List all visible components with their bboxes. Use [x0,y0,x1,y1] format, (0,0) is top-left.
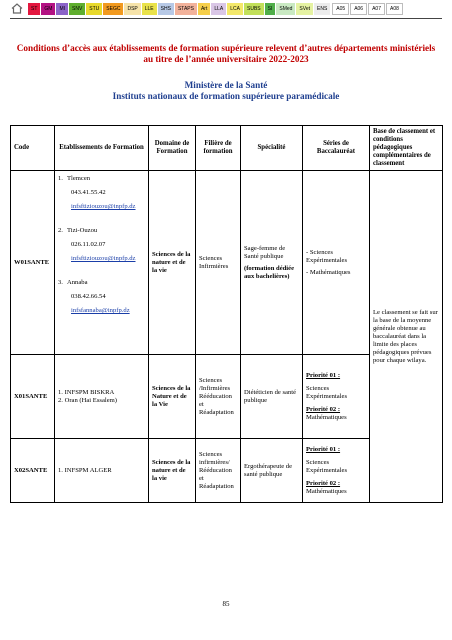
specialty-note: (formation dédiée aux bachelières) [244,264,294,280]
inst-phone: 038.42.66.54 [71,293,106,300]
nav-tab-ens[interactable]: ENS [314,3,331,15]
nav-tab-dsp[interactable]: DSP [124,3,141,15]
inst-email-link[interactable]: infsftiziouzou@inpfp.dz [71,255,136,262]
institutes-heading: Instituts nationaux de formation supérieure paramédicale [112,91,340,101]
row-establishments [55,171,149,355]
col-header-specialty: Spécialité [241,126,303,171]
row-domain: Sciences de la Nature et de la Vie [149,355,196,439]
inst-name: 2. Oran (Hai Essalem) [58,396,117,404]
priority-1-value: Sciences Expérimentales [306,384,348,400]
priority-2-value: Mathématiques [306,487,347,495]
nav-tab-gm[interactable]: GM [41,3,56,15]
col-header-ranking: Base de classement et conditions pédagogiques complémentaires de classement [370,126,443,171]
inst-phone: 026.11.02.07 [71,241,106,248]
inst-email-link[interactable]: infsfannaba@inpfp.dz [71,307,130,314]
col-header-track: Filière de formation [196,126,241,171]
page-number: 85 [222,600,230,608]
header-divider [10,18,442,19]
ministry-heading: Ministère de la Santé [184,80,268,90]
nav-tab-a07[interactable]: A07 [368,3,385,15]
col-header-domain: Domaine de Formation [149,126,196,171]
nav-tab-a06[interactable]: A06 [350,3,367,15]
nav-tab-snv[interactable]: SNV [69,3,86,15]
row-specialty: Ergothérapeute de santé publique [241,439,303,503]
row-track: Sciences infirmières/ Rééducation et Réadaptation [196,439,241,503]
priority-1-label: Priorité 01 : [306,371,341,379]
nav-tab-lle[interactable]: LLE [142,3,158,15]
specialty-name: Sage-femme de Santé publique [244,244,286,260]
table-row [11,171,443,355]
col-header-establishments: Etablissements de Formation [55,126,149,171]
col-header-bac-series: Séries de Baccalauréat [303,126,370,171]
row-domain: Sciences de la nature et de la vie [149,439,196,503]
nav-tab-subs[interactable]: SUBS [244,3,265,15]
nav-tab-staps[interactable]: STAPS [175,3,198,15]
nav-tab-svet[interactable]: SVet [296,3,314,15]
priority-2-value: Mathématiques [306,413,347,421]
row-track: Sciences /Infirmières Rééducation et Réadaptation [196,355,241,439]
inst-number: 3. [58,279,63,286]
table-header-row [11,126,443,171]
nav-tab-a05[interactable]: A05 [332,3,349,15]
priority-2-label: Priorité 02 : [306,479,341,487]
admission-conditions-table [10,125,443,503]
priority-1-value: Sciences Expérimentales [306,458,348,474]
nav-tab-shs[interactable]: SHS [158,3,175,15]
page-title-line-2: au titre de l’année universitaire 2022-2023 [143,54,309,64]
priority-2-label: Priorité 02 : [306,405,341,413]
inst-name: Tizi-Ouzou [67,227,98,234]
row-bac-series [303,171,370,355]
row-bac-series [303,439,370,503]
nav-tab-stu[interactable]: STU [86,3,103,15]
nav-tab-st[interactable]: ST [28,3,41,15]
inst-name: 1. INFSPM BISKRA [58,388,115,396]
inst-number: 1. [58,175,63,182]
row-code: X02SANTE [11,439,55,503]
row-bac-series [303,355,370,439]
row-specialty [241,171,303,355]
nav-tab-smed[interactable]: SMed [276,3,296,15]
row-code: W01SANTE [11,171,55,355]
inst-phone: 043.41.55.42 [71,189,106,196]
row-code: X01SANTE [11,355,55,439]
inst-email-link[interactable]: infsftiziouzou@inpfp.dz [71,203,136,210]
nav-tab-lca[interactable]: LCA [227,3,244,15]
series-item: - Sciences Expérimentales [306,248,348,264]
ranking-cell: Le classement se fait sur la base de la moyenne générale obtenue au baccalauréat dans la limite des places pédagogiques prévues pour chaque wilaya. [370,171,443,503]
priority-1-label: Priorité 01 : [306,445,341,453]
home-icon[interactable] [8,1,26,16]
row-track: Sciences Infirmières [196,171,241,355]
row-domain: Sciences de la nature et de la vie [149,171,196,355]
row-specialty: Diététicien de santé publique [241,355,303,439]
inst-number: 2. [58,227,63,234]
row-establishments [55,355,149,439]
nav-tab-mi[interactable]: MI [56,3,69,15]
series-item: - Mathématiques [306,268,351,276]
nav-tab-si[interactable]: SI [265,3,277,15]
page-title-line-1: Conditions d’accès aux établissements de formation supérieure relevent d’autres départements ministériels [16,43,436,53]
nav-tab-a08[interactable]: A08 [386,3,403,15]
top-navigation-bar [8,0,403,17]
col-header-code: Code [11,126,55,171]
inst-name: Annaba [67,279,88,286]
nav-tab-segc[interactable]: SEGC [103,3,124,15]
inst-name: 1. INFSPM ALGER [58,466,112,474]
inst-name: Tlemcen [67,175,91,182]
category-tabs [28,3,403,15]
nav-tab-lla[interactable]: LLA [211,3,227,15]
row-establishments [55,439,149,503]
nav-tab-art[interactable]: Art [198,3,211,15]
